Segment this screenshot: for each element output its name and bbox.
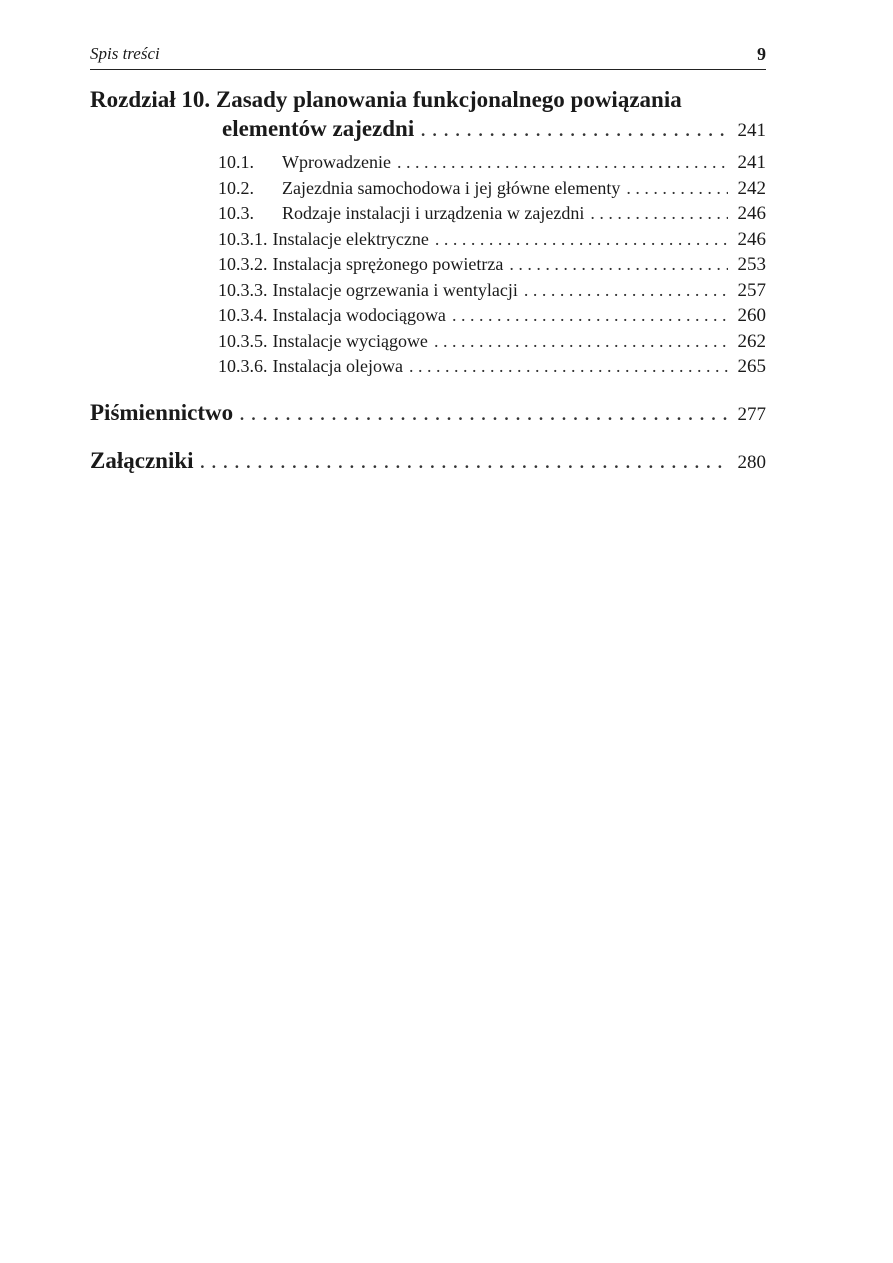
table-of-contents	[90, 86, 766, 478]
toc-entry	[218, 278, 766, 304]
dot-leader	[435, 227, 728, 252]
dot-leader	[452, 303, 728, 328]
dot-leader	[239, 398, 728, 428]
running-header	[90, 44, 766, 68]
toc-section-entry	[90, 446, 766, 478]
section-page: 280	[737, 451, 766, 473]
dot-leader	[434, 329, 728, 354]
section-title: Załączniki	[90, 447, 194, 473]
section-title: Piśmiennictwo	[90, 399, 234, 425]
entry-number: 10.1.	[218, 152, 254, 172]
toc-entry	[218, 252, 766, 278]
chapter-title-continued: elementów zajezdni	[222, 116, 415, 141]
dot-leader	[626, 176, 728, 201]
dot-leader	[590, 201, 728, 226]
dot-leader	[409, 354, 728, 379]
entry-number: 10.3.2.	[218, 254, 268, 274]
entry-title: Wprowadzenie	[282, 152, 391, 172]
section-page: 277	[737, 403, 766, 425]
running-title: Spis treści	[90, 44, 160, 63]
toc-section-entry	[90, 398, 766, 430]
entry-number: 10.3.6.	[218, 356, 268, 376]
entry-title: Instalacje wyciągowe	[272, 330, 428, 351]
entry-page: 260	[737, 305, 766, 326]
entry-title: Instalacje ogrzewania i wentylacji	[272, 279, 518, 300]
entry-title: Instalacja wodociągowa	[272, 305, 446, 325]
entry-number: 10.3.5.	[218, 330, 268, 351]
entry-number: 10.2.	[218, 177, 254, 198]
entry-number: 10.3.3.	[218, 279, 268, 300]
entry-title: Instalacja olejowa	[272, 356, 403, 376]
dot-leader	[397, 150, 728, 175]
toc-entry	[218, 354, 766, 380]
entry-number: 10.3.	[218, 203, 254, 223]
toc-entry	[218, 303, 766, 329]
toc-entry	[218, 176, 766, 202]
entry-page: 246	[737, 203, 766, 224]
entry-page: 265	[737, 356, 766, 377]
header-rule	[90, 69, 766, 70]
entry-title: Instalacje elektryczne	[272, 228, 429, 249]
entry-page: 257	[737, 279, 766, 301]
dot-leader	[509, 252, 728, 277]
toc-entry	[218, 150, 766, 176]
toc-entry	[218, 201, 766, 227]
entry-number: 10.3.4.	[218, 305, 268, 325]
entry-page: 241	[737, 152, 766, 173]
subsection-list	[218, 150, 766, 380]
entry-page: 262	[737, 330, 766, 352]
chapter-entry	[222, 114, 766, 146]
entry-page: 246	[737, 228, 766, 250]
dot-leader	[420, 114, 728, 144]
entry-title: Rodzaje instalacji i urządzenia w zajezdni	[282, 203, 585, 223]
entry-page: 253	[737, 254, 766, 275]
dot-leader	[200, 446, 728, 476]
page-number: 9	[757, 44, 766, 64]
chapter-title: Rozdział 10. Zasady planowania funkcjonalnego powiązania	[90, 87, 682, 112]
toc-entry	[218, 227, 766, 253]
toc-entry	[218, 329, 766, 355]
chapter-page: 241	[737, 120, 766, 141]
entry-number: 10.3.1.	[218, 228, 268, 249]
dot-leader	[524, 278, 728, 303]
entry-title: Zajezdnia samochodowa i jej główne elementy	[282, 177, 621, 198]
entry-title: Instalacja sprężonego powietrza	[272, 254, 504, 274]
entry-page: 242	[737, 177, 766, 199]
